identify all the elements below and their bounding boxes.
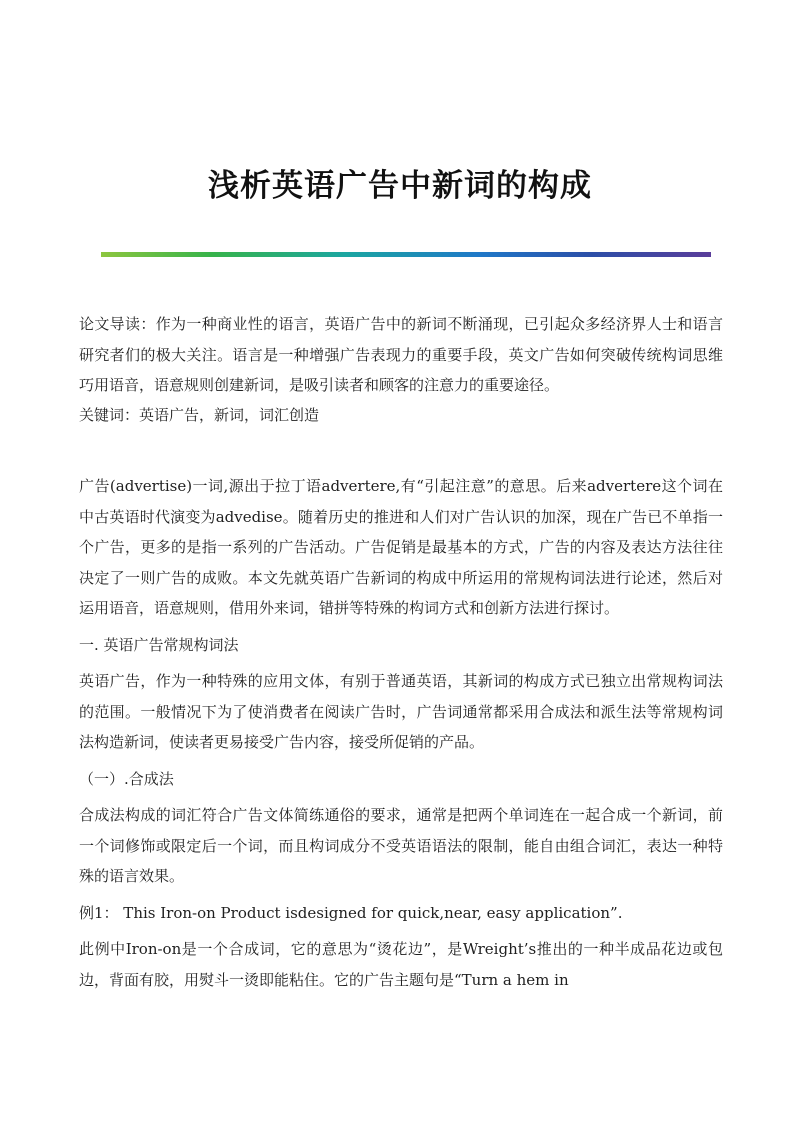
subsection-1-paragraph: 合成法构成的词汇符合广告文体简练通俗的要求，通常是把两个单词连在一起合成一个新词，前一个词修饰或限定后一个词，而且构词成分不受英语语法的限制，能自由组合词汇，表达一种特殊的语言效果。 bbox=[79, 806, 723, 885]
keywords-text: 英语广告，新词，词汇创造 bbox=[139, 406, 320, 424]
document-title: 浅析英语广告中新词的构成 bbox=[208, 168, 592, 204]
example-1: 例1： This Iron-on Product isdesigned for quick,near, easy application”. bbox=[79, 903, 623, 922]
title-gradient-divider bbox=[101, 252, 711, 257]
section-1-heading: 一. 英语广告常规构词法 bbox=[79, 635, 239, 654]
abstract-text: 作为一种商业性的语言，英语广告中的新词不断涌现，已引起众多经济界人士和语言研究者们的极大关注。语言是一种增强广告表现力的重要手段，英文广告如何突破传统构词思维巧用语音，语意规则创建新词，是吸引读者和顾客的注意力的重要途径。 bbox=[79, 315, 723, 394]
abstract-paragraph bbox=[79, 309, 723, 401]
subsection-1-heading: （一）.合成法 bbox=[79, 769, 174, 788]
section-1-paragraph: 英语广告，作为一种特殊的应用文体，有别于普通英语，其新词的构成方式已独立出常规构词法的范围。一般情况下为了使消费者在阅读广告时，广告词通常都采用合成法和派生法等常规构词法构造新词，使读者更易接受广告内容，接受所促销的产品。 bbox=[79, 672, 723, 751]
keywords-label: 关键词： bbox=[79, 406, 140, 424]
main-body bbox=[79, 471, 723, 995]
abstract-block bbox=[79, 309, 723, 401]
abstract-label: 论文导读： bbox=[79, 315, 156, 333]
intro-paragraph: 广告(advertise)一词,源出于拉丁语advertere,有“引起注意”的意思。后来advertere这个词在中古英语时代演变为advedise。随着历史的推进和人们对广告认识的加深，现在广告已不单指一个广告，更多的是指一系列的广告活动。广告促销是最基本的方式，广告的内容及表达方法往往决定了一则广告的成败。本文先就英语广告新词的构成中所运用的常规构词法进行论述，然后对运用语音，语意规则，借用外来词，错拼等特殊的构词方式和创新方法进行探讨。 bbox=[79, 477, 723, 617]
example-1-explanation: 此例中Iron-on是一个合成词，它的意思为“烫花边”，是Wreight’s推出的一种半成品花边或包边，背面有胶，用熨斗一烫即能粘住。它的广告主题句是“Turn a hem in bbox=[79, 940, 723, 989]
keywords-line bbox=[79, 400, 723, 431]
keywords-block bbox=[79, 400, 723, 431]
